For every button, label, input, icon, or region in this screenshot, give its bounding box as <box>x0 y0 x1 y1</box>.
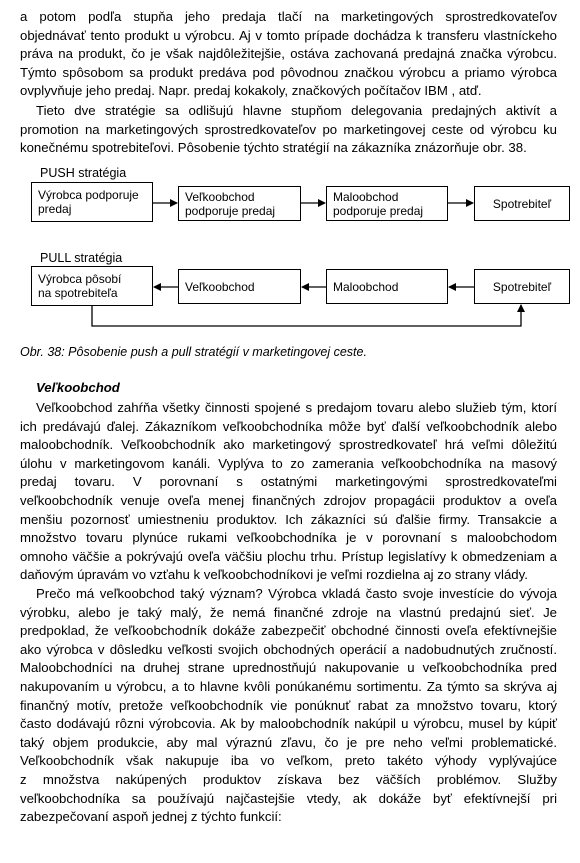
push-strategy-label: PUSH stratégia <box>40 166 127 180</box>
text-line: práva na produkt, čo je však najdôležitejšie, ostáva zachovaná predajná značka výrobcu. <box>20 46 557 62</box>
text-line: menšiu pozornosť umiestneniu produktov. Ich zákazníci sú ďalšie firmy. Transakcie a <box>20 511 557 527</box>
text-line: promotion na marketingových sprostredkovateľov po marketingovej ceste od výrobcu ku <box>20 121 557 137</box>
text-line: daňovým úpravám vo vzťahu k veľkoobchodníkovi je veľmi rozdielna aj zo strany vlády. <box>20 567 528 583</box>
pull-box-wholesale: Veľkoobchod <box>178 269 301 304</box>
text-line: predaj tovaru. V porovnaní s ostatnými marketingovými sprostredkovateľmi <box>20 474 557 490</box>
pull-feedback-arrow <box>92 305 521 326</box>
text-line: ako výrobca v dôsledku veľkosti svojich obchodných operácií a nadobudnutých zručností. <box>20 641 557 657</box>
text-line: omnoho väčšie a pokrývajú oveľa väčšiu plochu trhu. Prístup legislatívy k obmedzeniam a <box>20 548 557 564</box>
text-line: množstvo tovaru plynúce rukami veľkoobchodníka je v porovnaní s maloobchodom <box>20 530 557 546</box>
text-line: a potom podľa stupňa jeho predaja tlačí na marketingových sprostredkovateľov <box>20 9 557 24</box>
text-line: často dodávajú rôzni výrobcovia. Ak by maloobchodník nakúpil u výrobcu, musel by kúpiť <box>20 716 557 732</box>
text-line: finančný motív, pretože veľkoobchodník vie ponúknuť rabat za množstvo tovaru, ktorý <box>20 697 557 713</box>
text-line: úlohu v marketingovom kanáli. Vyplýva to zo zamerania veľkoobchodníka na masový <box>20 455 557 471</box>
figure-caption: Obr. 38: Pôsobenie push a pull stratégií v marketingovej ceste. <box>20 345 367 359</box>
text-line: konečnému spotrebiteľovi. Pôsobenie týchto stratégií na zákazníka znázorňuje obr. 38. <box>20 140 527 156</box>
text-line: Maloobchodníci na druhej strane uprednostňujú nakupovanie u veľkoobchodníka pred <box>20 660 557 676</box>
text-line: ich predávajú ďalej. Zákazníkom veľkoobchodníka môže byť ďalší veľkoobchodník alebo <box>20 418 557 434</box>
push-box-retail: Maloobchod podporuje predaj <box>326 186 448 221</box>
section-heading: Veľkoobchod <box>36 380 120 395</box>
text-line: Tieto dve stratégie sa odlišujú hlavne stupňom delegovania predajných aktivít a <box>36 103 557 118</box>
text-line: Veľkoobchod zahŕňa všetky činnosti spojené s predajom tovaru alebo služieb tým, ktorí <box>36 400 557 415</box>
push-box-manufacturer: Výrobca podporuje predaj <box>31 182 153 222</box>
paragraph-wholesale <box>20 399 557 585</box>
paragraph-importance <box>20 585 557 827</box>
text-line: výrobku, alebo je taký malý, že nemá finančné zdroje na vlastnú predajnú sieť. Je <box>20 604 557 620</box>
text-line: predpoklad, že veľkoobchodník dokáže zabezpečiť obchodné činnosti oveľa efektívnejšie <box>20 623 557 639</box>
text-line: taký objem produkcie, aby mal výraznú zľavu, čo je pre neho veľmi problematické. <box>20 734 557 750</box>
text-line: Prečo má veľkoobchod taký význam? Výrobca vkladá často svoje investície do vývoja <box>36 586 557 601</box>
text-line: nakupovaním u výrobcu, a to hlavne kvôli ponúkanému sortimentu. Za týmto sa skrýva aj <box>20 678 557 694</box>
push-box-consumer: Spotrebiteľ <box>474 186 570 221</box>
text-line: objednávať tento produkt u výrobcu. Aj v tomto prípade dochádza k transferu vlastníckeho <box>20 27 557 43</box>
text-line: Týmto spôsobom sa produkt predáva pod pôvodnou značkou výrobcu a priamo výrobca <box>20 64 557 80</box>
text-line: Veľkoobchodník však nakupuje iba vo veľkom, preto takéto výhody vyplývajúce <box>20 753 557 769</box>
text-line: z množstva nakúpených produktov získava bez väčších problémov. Služby <box>20 771 557 787</box>
text-line: zabezpečovaní aspoň jednej z týchto funkcií: <box>20 809 282 825</box>
text-line: veľkoobchodníka sa používajú najčastejšie vtedy, ak dokáže byť efektívnejší pri <box>20 790 557 806</box>
push-box-wholesale: Veľkoobchod podporuje predaj <box>178 186 301 221</box>
pull-box-consumer: Spotrebiteľ <box>474 269 570 304</box>
text-line: ovplyvňuje jeho predaj. Napr. predaj kokakoly, značkových počítačov IBM , atď. <box>20 83 482 99</box>
pull-box-retail: Maloobchod <box>326 269 448 304</box>
text-line: maloobchodník. Veľkoobchodník ako marketingový sprostredkovateľ hrá veľmi dôležitú <box>20 437 557 453</box>
text-line: veľkoobchodník venuje oveľa menej finančných zdrojov propagácii produktov a oveľa <box>20 492 557 508</box>
pull-strategy-label: PULL stratégia <box>40 251 123 265</box>
pull-box-manufacturer: Výrobca pôsobí na spotrebiteľa <box>31 266 153 306</box>
